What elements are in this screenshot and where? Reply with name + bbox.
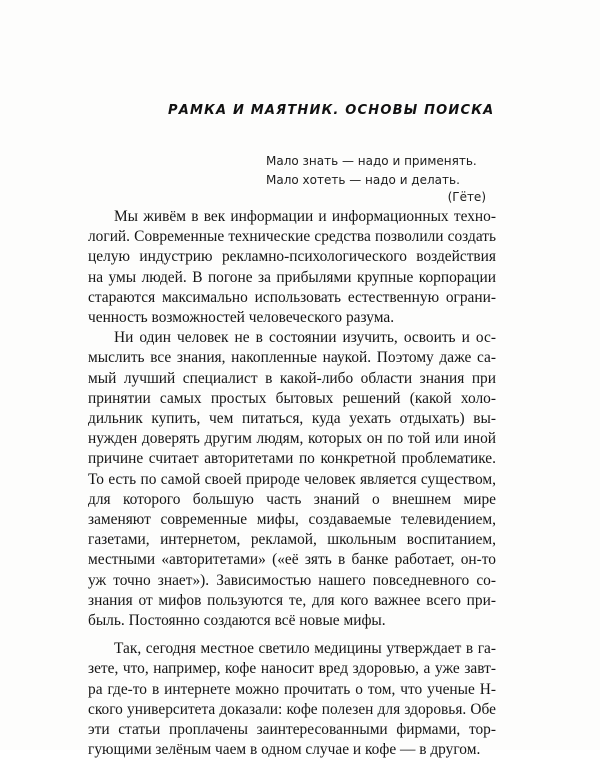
chapter-title: РАМКА И МАЯТНИК. ОСНОВЫ ПОИСКА [168, 103, 495, 118]
epigraph-line-1: Мало знать — надо и применять. [266, 154, 477, 168]
epigraph-author: (Гёте) [447, 190, 486, 204]
epigraph-line-2: Мало хотеть — надо и делать. [266, 173, 460, 187]
epigraph [266, 152, 496, 207]
paragraph-1: Мы живём в век информации и информационных технологий. Современные технические средства позволили создать целую индустрию рекламно-психологического воздействия на умы людей. В погоне за прибылями крупные корпорации стараются максимально использовать естественную ограниченность возможностей человеческого разума. [88, 208, 496, 327]
paragraph-3: Так, сегодня местное светило медицины утверждает в газете, что, например, кофе наносит вред здоровью, а уже завтра где-то в интернете можно прочитать о том, что ученые Н-ского университета доказали: кофе полезен для здоровья. Обе эти статьи проплачены заинтересованными фирмами, торгующими зелёным чаем в одном случае и кофе — в другом. [88, 640, 496, 759]
body-text [88, 207, 496, 760]
paragraph-2: Ни один человек не в состоянии изучить, освоить и осмыслить все знания, накопленные наукой. Поэтому даже самый лучший специалист в какой-либо области знания при принятии самых простых бытовых решений (какой холодильник купить, чем питаться, куда уехать отдыхать) вынужден доверять другим людям, которых он по той или иной причине считает авторитетами по конкретной проблематике. То есть по самой своей природе человек является существом, для которого большую часть знаний о внешнем мире заменяют современные мифы, создаваемые телевидением, газетами, интернетом, рекламой, школьным воспитанием, местными «авторитетами» («её зять в банке работает, он-то уж точно знает»). Зависимостью нашего повседневного сознания от мифов пользуются те, для кого важнее всего прибыль. Постоянно создаются всё новые мифы. [88, 329, 496, 630]
